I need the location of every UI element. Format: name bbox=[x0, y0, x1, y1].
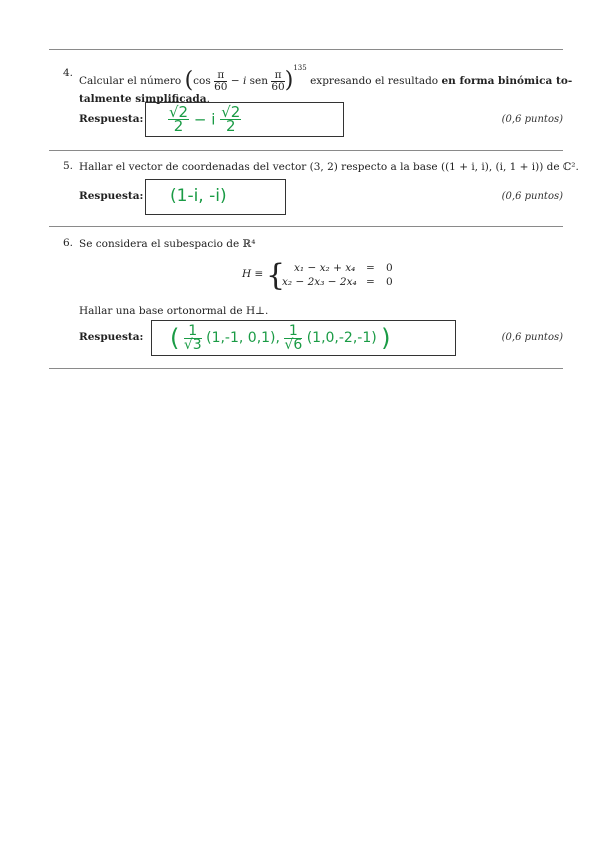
question-number: 4. bbox=[63, 67, 74, 79]
question-text: Calcular el número (cos $\frac{\pi}{60}$ − i sen $\frac{\pi}{60}$ )$^{135}$ expresando el resultado en forma binómica to- talmente simplificada. bbox=[79, 64, 573, 105]
fraction: $\frac{\pi}{60}$ bbox=[214, 68, 228, 93]
answer-box bbox=[145, 179, 286, 215]
answer-label: Respuesta: bbox=[79, 113, 144, 125]
question-number: 6. bbox=[63, 237, 74, 249]
answer-box bbox=[145, 102, 344, 137]
question-text-2: Hallar una base ortonormal de H⊥. bbox=[79, 305, 269, 317]
handwritten-answer: $\frac{√2}{2}$ − i $\frac{√2}{2}$ bbox=[169, 103, 241, 135]
fraction: $\frac{\pi}{60}$ bbox=[271, 68, 285, 93]
points-label: (0,6 puntos) bbox=[501, 114, 563, 125]
points-label: (0,6 puntos) bbox=[501, 191, 563, 202]
top-rule bbox=[49, 49, 563, 50]
bottom-rule bbox=[49, 368, 563, 369]
brace: { bbox=[266, 258, 286, 293]
separator-rule-2 bbox=[49, 226, 563, 227]
question-text: Se considera el subespacio de ℝ⁴ bbox=[79, 238, 256, 250]
separator-rule-1 bbox=[49, 150, 563, 151]
points-label: (0,6 puntos) bbox=[501, 332, 563, 343]
answer-box bbox=[151, 320, 456, 356]
question-number: 5. bbox=[63, 160, 74, 172]
answer-label: Respuesta: bbox=[79, 190, 144, 202]
question-text: Hallar el vector de coordenadas del vector (3, 2) respecto a la base ((1 + i, i), (i, 1 + i)) de ℂ². bbox=[79, 161, 579, 173]
handwritten-answer: (1-i, -i) bbox=[170, 186, 227, 206]
answer-label: Respuesta: bbox=[79, 331, 144, 343]
handwritten-answer: ( $\frac{1}{√3}$ (1,-1, 0,1), $\frac{1}{√6}$ (1,0,-2,-1) ) bbox=[170, 322, 391, 353]
